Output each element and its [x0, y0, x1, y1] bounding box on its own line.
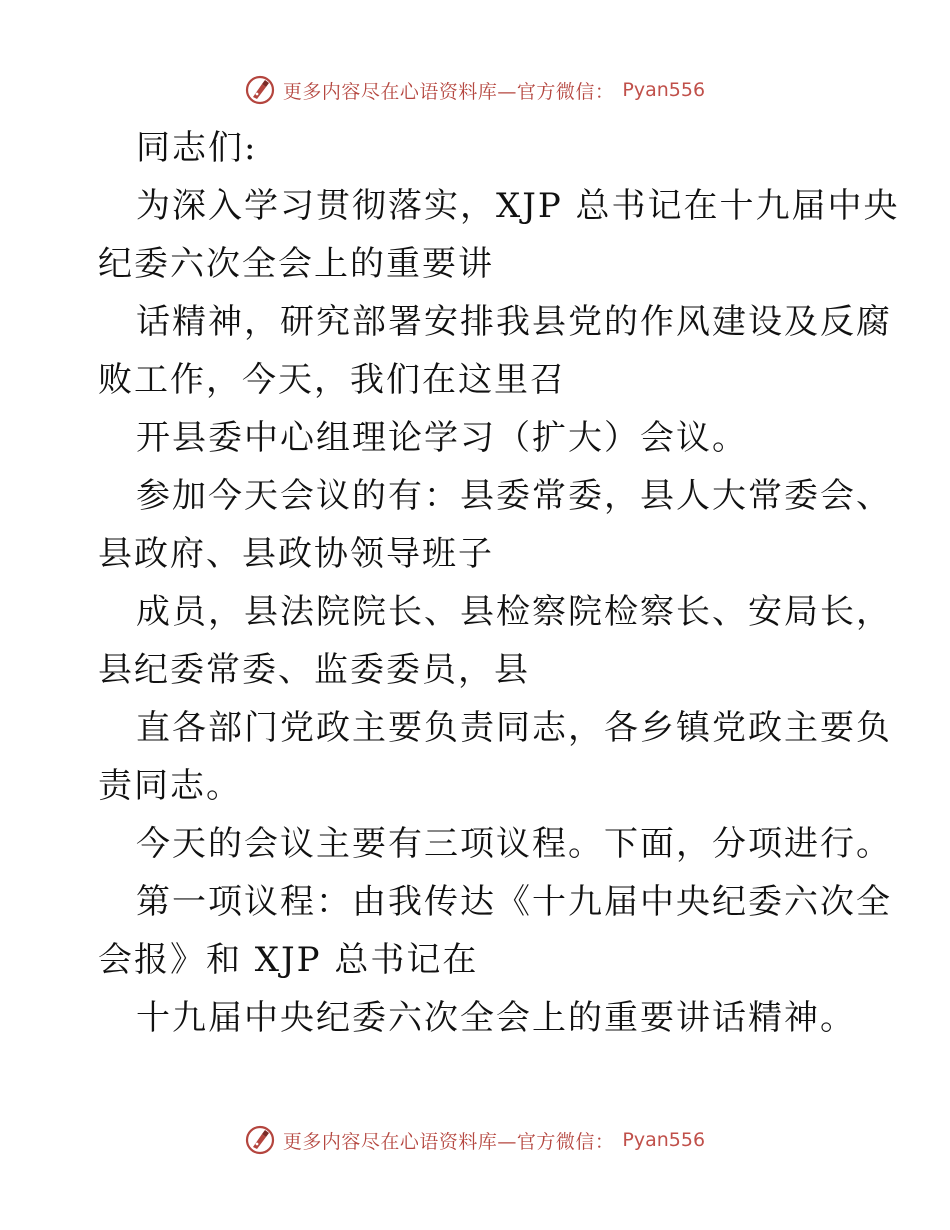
watermark-footer: [0, 1120, 950, 1160]
text-line: 成员，县法院院长、县检察院检察长、安局长，: [136, 592, 892, 632]
watermark-header: [0, 70, 950, 110]
watermark-handle: Pyan556: [622, 79, 706, 101]
text-line: 责同志。: [98, 766, 242, 806]
pen-nib-logo-icon: [245, 75, 275, 105]
text-line: 败工作，今天，我们在这里召: [98, 360, 566, 400]
text-line: 开县委中心组理论学习（扩大）会议。: [136, 418, 748, 458]
salutation-line: 同志们:: [136, 128, 258, 168]
watermark-handle: Pyan556: [622, 1129, 706, 1151]
watermark-text: 更多内容尽在心语资料库—官方微信：: [282, 1130, 615, 1153]
text-line: 今天的会议主要有三项议程。下面，分项进行。: [136, 824, 892, 864]
text-line: 参加今天会议的有：县委常委，县人大常委会、: [136, 476, 892, 516]
text-line: 县政府、县政协领导班子: [98, 534, 494, 574]
text-line: 为深入学习贯彻落实，XJP 总书记在十九届中央: [136, 186, 900, 226]
pen-nib-logo-icon: [245, 1125, 275, 1155]
text-line: 县纪委常委、监委委员，县: [98, 650, 530, 690]
text-line: 会报》和 XJP 总书记在: [98, 940, 479, 980]
watermark-text: 更多内容尽在心语资料库—官方微信：: [282, 80, 615, 103]
text-line: 话精神，研究部署安排我县党的作风建设及反腐: [136, 302, 892, 342]
text-line: 纪委六次全会上的重要讲: [98, 244, 494, 284]
text-line: 直各部门党政主要负责同志，各乡镇党政主要负: [136, 708, 892, 748]
text-line: 第一项议程：由我传达《十九届中央纪委六次全: [136, 882, 892, 922]
text-line: 十九届中央纪委六次全会上的重要讲话精神。: [136, 998, 856, 1038]
